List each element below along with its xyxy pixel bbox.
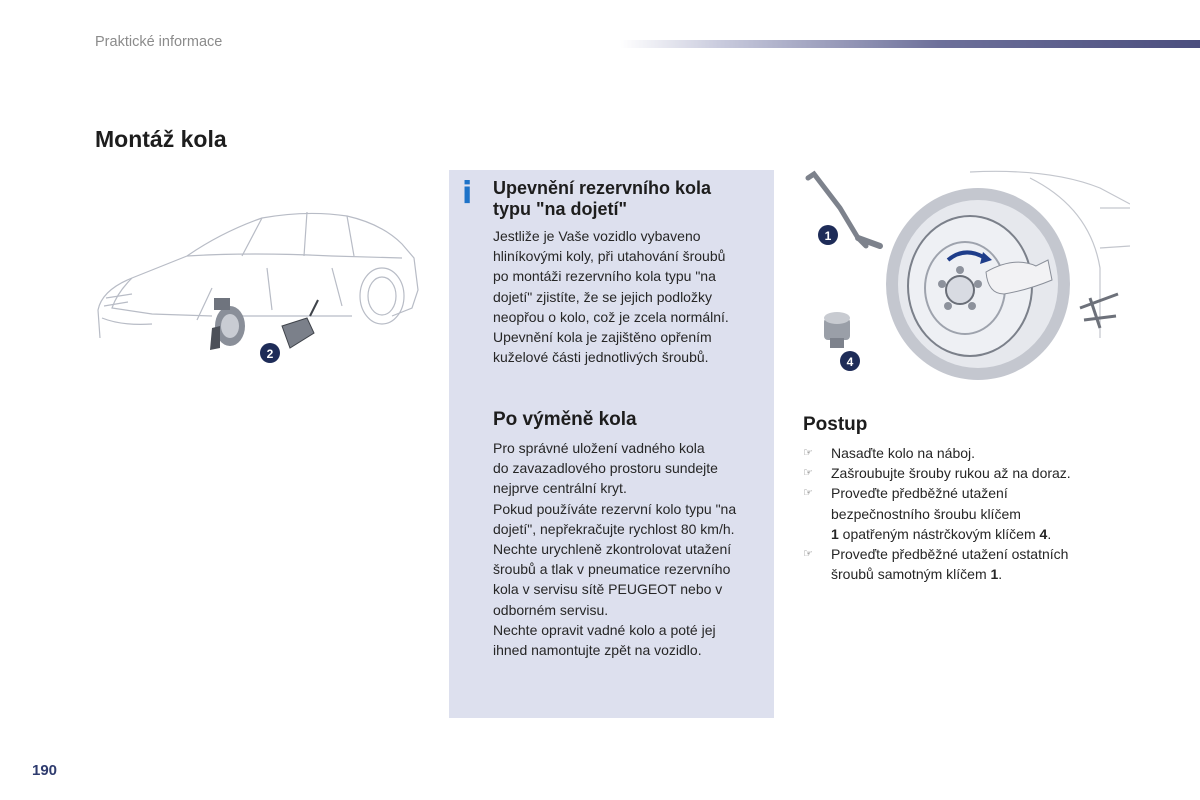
section-title: Montáž kola xyxy=(95,126,227,152)
wheel-mounting-illustration xyxy=(800,168,1130,390)
procedure-title: Postup xyxy=(803,414,868,435)
callout-2 xyxy=(260,343,280,363)
info-title: Upevnění rezervního kola typu "na dojetí" xyxy=(493,178,712,219)
info-icon: i xyxy=(462,176,473,211)
pointing-hand-icon: ☞ xyxy=(803,467,813,480)
after-change-title: Po výměně kola xyxy=(493,409,637,430)
callout-4 xyxy=(840,351,860,371)
running-header: Praktické informace xyxy=(95,34,223,50)
svg-text:1: 1 xyxy=(824,229,832,243)
car-jack-illustration xyxy=(92,198,422,378)
after-change-paragraph: Pro správné uložení vadného kola do zavazadlového prostoru sundejte nejprve centrální kryt. Pokud používáte rezervní kolo typu "na dojetí", nepřekračujte rychlost 80 km/h. Nechte urychleně zkontrolovat utažení šroubů a tlak v pneumatice rezervního kola v servisu sítě PEUGEOT nebo v odborném servisu. Nechte opravit vadné kolo a poté jej ihned namontujte zpět na vozidlo. xyxy=(493,440,737,659)
pointing-hand-icon: ☞ xyxy=(803,447,813,459)
pointing-hand-icon: ☞ xyxy=(803,487,813,500)
header-decorative-bar xyxy=(620,40,1200,48)
procedure-step: ☞ Zašroubujte šrouby rukou až na doraz. xyxy=(803,463,1123,483)
procedure-step: ☞ Proveďte předběžné utažení bezpečnostního šroubu klíčem 1 opatřeným nástrčkovým klíčem 4. xyxy=(803,485,1052,542)
callout-1 xyxy=(818,225,838,245)
svg-text:2: 2 xyxy=(266,347,274,361)
pointing-hand-icon: ☞ xyxy=(803,548,813,561)
procedure-steps xyxy=(803,443,1123,584)
procedure-step: ☞ Proveďte předběžné utažení ostatních šroubů samotným klíčem 1. xyxy=(803,546,1069,583)
page-number: 190 xyxy=(32,762,58,779)
procedure-step: ☞ Nasaďte kolo na náboj. xyxy=(803,443,1123,463)
info-paragraph: Jestliže je Vaše vozidlo vybaveno hliníkovými koly, při utahování šroubů po montáži rezervního kola typu "na dojetí" zjistíte, že se jejich podložky neopřou o kolo, což je zcela normální. Upevnění kola je zajištěno opřením kuželové části jednotlivých šroubů. xyxy=(493,228,729,366)
svg-text:4: 4 xyxy=(846,355,854,369)
